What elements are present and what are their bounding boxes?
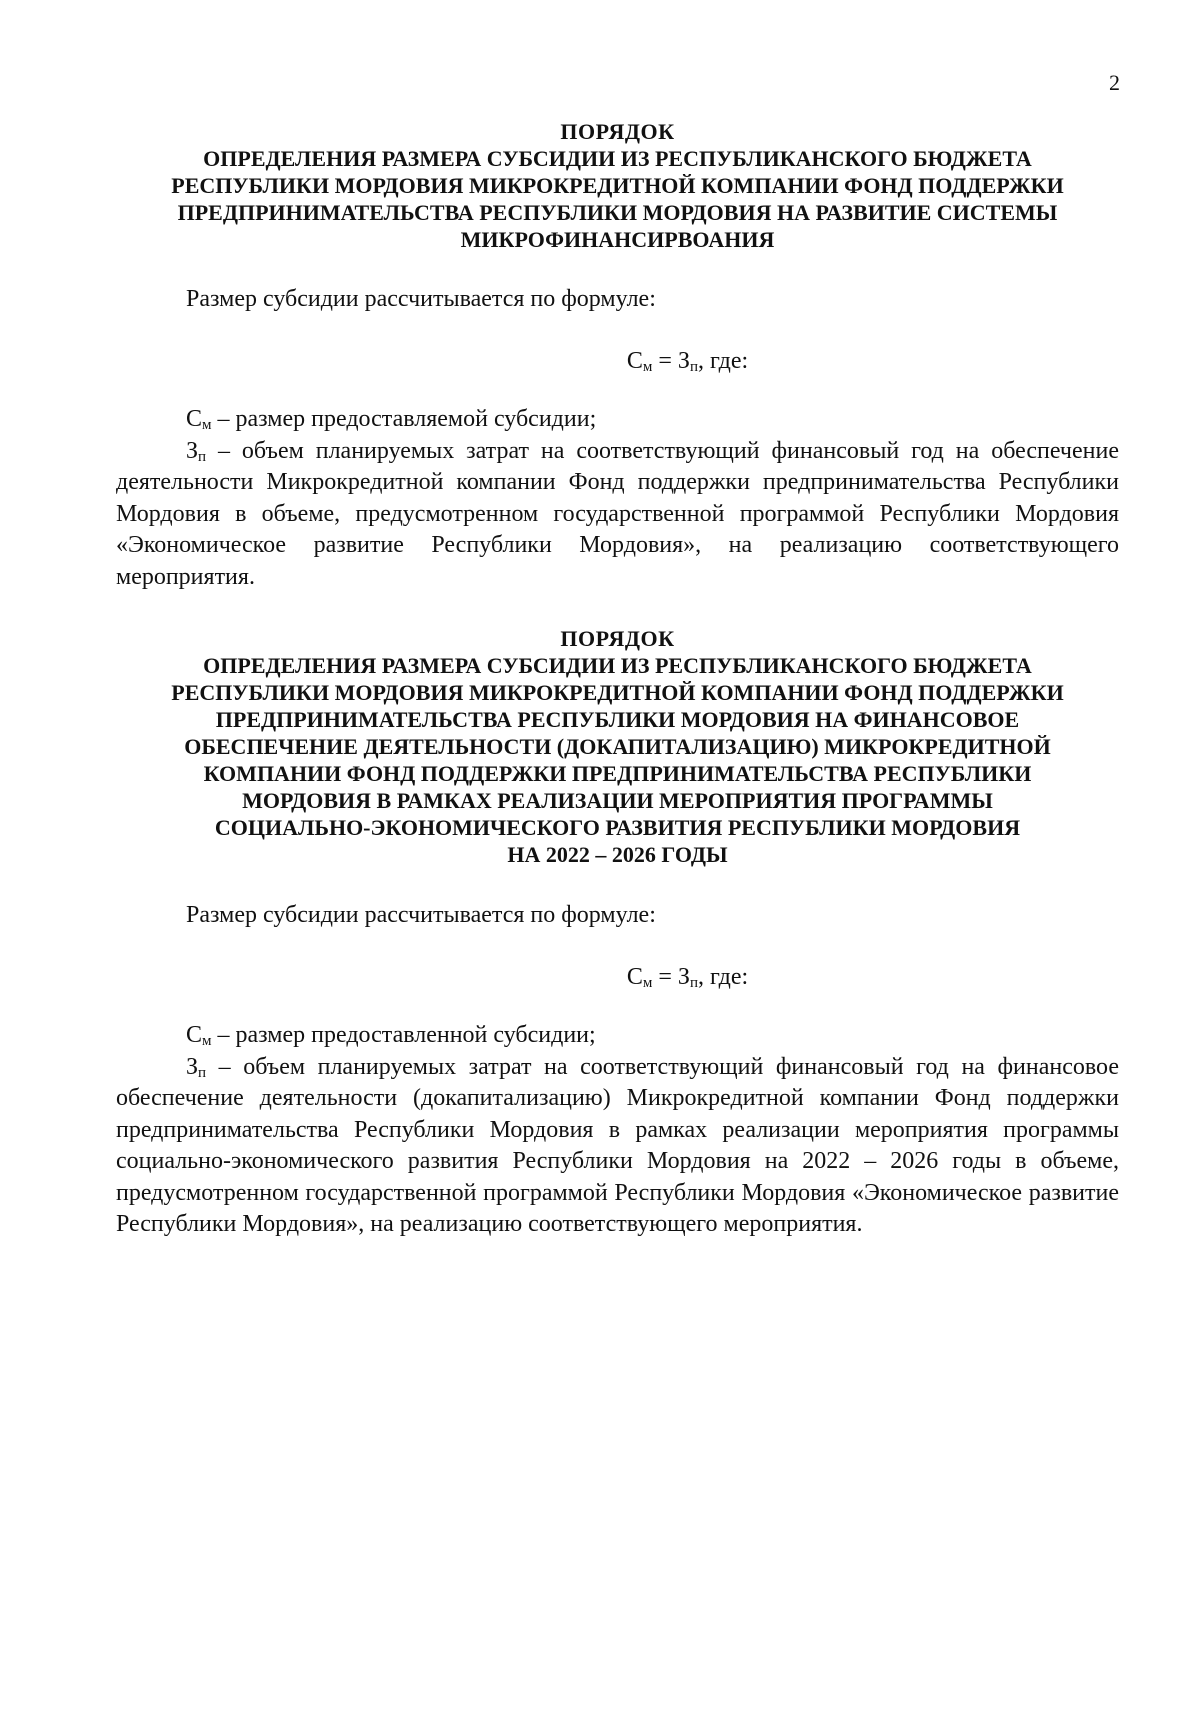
section-title-line: РЕСПУБЛИКИ МОРДОВИЯ МИКРОКРЕДИТНОЙ КОМПАНИИ ФОНД ПОДДЕРЖКИ (171, 173, 1064, 198)
definition-zp (116, 436, 1119, 594)
formula-equals: = (652, 964, 678, 990)
definition-text: – размер предоставляемой субсидии; (211, 406, 597, 432)
formula-lhs: С (626, 964, 643, 990)
section-title-line: СОЦИАЛЬНО-ЭКОНОМИЧЕСКОГО РАЗВИТИЯ РЕСПУБЛИКИ МОРДОВИЯ (214, 815, 1021, 840)
formula (116, 962, 1119, 992)
definition-text: – объем планируемых затрат на соответствующий финансовый год на обеспечение деятельности Микрокредитной компании Фонд поддержки предпринимательства Республики Мордовия в объеме, предусмотренном государственной программой Республики Мордовия «Экономическое развитие Республики Мордовия», на реализацию соответствующего мероприятия. (116, 437, 1119, 590)
document-content (116, 118, 1119, 1241)
section-title-line: ОБЕСПЕЧЕНИЕ ДЕЯТЕЛЬНОСТИ (ДОКАПИТАЛИЗАЦИЮ) МИКРОКРЕДИТНОЙ (184, 734, 1051, 759)
definition-subscript: м (202, 417, 212, 433)
section-title-head: ПОРЯДОК (560, 119, 675, 144)
section-title-line: МОРДОВИЯ В РАМКАХ РЕАЛИЗАЦИИ МЕРОПРИЯТИЯ ПРОГРАММЫ (242, 788, 993, 813)
formula-rhs-subscript: п (689, 975, 698, 991)
definition-subscript: п (198, 448, 207, 465)
formula-lhs-subscript: м (642, 359, 653, 375)
section-title-head: ПОРЯДОК (560, 626, 675, 651)
definition-sm (116, 1020, 1119, 1052)
definition-symbol: З (186, 1053, 199, 1080)
definitions (116, 404, 1119, 593)
formula-rhs: З (677, 348, 690, 374)
definition-subscript: м (202, 1033, 212, 1049)
formula-rhs-subscript: п (689, 359, 698, 375)
definition-symbol: З (186, 437, 199, 464)
section-title-line: ОПРЕДЕЛЕНИЯ РАЗМЕРА СУБСИДИИ ИЗ РЕСПУБЛИКАНСКОГО БЮДЖЕТА (203, 653, 1032, 678)
formula-suffix: , где: (697, 964, 749, 990)
section-title-line: ПРЕДПРИНИМАТЕЛЬСТВА РЕСПУБЛИКИ МОРДОВИЯ НА РАЗВИТИЕ СИСТЕМЫ (177, 200, 1058, 225)
section-title-line: КОМПАНИИ ФОНД ПОДДЕРЖКИ ПРЕДПРИНИМАТЕЛЬСТВА РЕСПУБЛИКИ (203, 761, 1032, 786)
definition-sm (116, 404, 1119, 436)
definition-symbol: С (186, 406, 203, 432)
formula-intro: Размер субсидии рассчитывается по формуле: (186, 902, 656, 928)
section-title (116, 625, 1119, 868)
section-development-microfinance (116, 118, 1119, 593)
formula-intro: Размер субсидии рассчитывается по формуле: (186, 286, 656, 312)
formula (116, 346, 1119, 376)
definition-subscript: п (198, 1064, 207, 1081)
definition-text: – размер предоставленной субсидии; (211, 1022, 596, 1048)
section-title-line: НА 2022 – 2026 ГОДЫ (507, 842, 728, 867)
formula-rhs: З (677, 964, 690, 990)
section-title (116, 118, 1119, 253)
section-title-line: ПРЕДПРИНИМАТЕЛЬСТВА РЕСПУБЛИКИ МОРДОВИЯ НА ФИНАНСОВОЕ (215, 707, 1020, 732)
section-title-line: РЕСПУБЛИКИ МОРДОВИЯ МИКРОКРЕДИТНОЙ КОМПАНИИ ФОНД ПОДДЕРЖКИ (171, 680, 1064, 705)
definitions (116, 1020, 1119, 1241)
definition-text: – объем планируемых затрат на соответствующий финансовый год на финансовое обеспечение деятельности (докапитализацию) Микрокредитной компании Фонд поддержки предпринимательства Республики Мордовия в рамках реализации мероприятия программы социально-экономического развития Республики Мордовия на 2022 – 2026 годы в объеме, предусмотренном государственной программой Республики Мордовия «Экономическое развитие Республики Мордовия», на реализацию соответствующего мероприятия. (116, 1053, 1119, 1237)
definition-symbol: С (186, 1022, 203, 1048)
formula-lhs-subscript: м (642, 975, 653, 991)
section-title-line: ОПРЕДЕЛЕНИЯ РАЗМЕРА СУБСИДИИ ИЗ РЕСПУБЛИКАНСКОГО БЮДЖЕТА (203, 146, 1032, 171)
formula-equals: = (652, 348, 678, 374)
section-recapitalization (116, 625, 1119, 1241)
formula-lhs: С (626, 348, 643, 374)
page-number: 2 (1109, 70, 1120, 95)
section-title-line: МИКРОФИНАНСИРВОАНИЯ (460, 227, 775, 252)
definition-zp (116, 1052, 1119, 1241)
formula-suffix: , где: (697, 348, 749, 374)
